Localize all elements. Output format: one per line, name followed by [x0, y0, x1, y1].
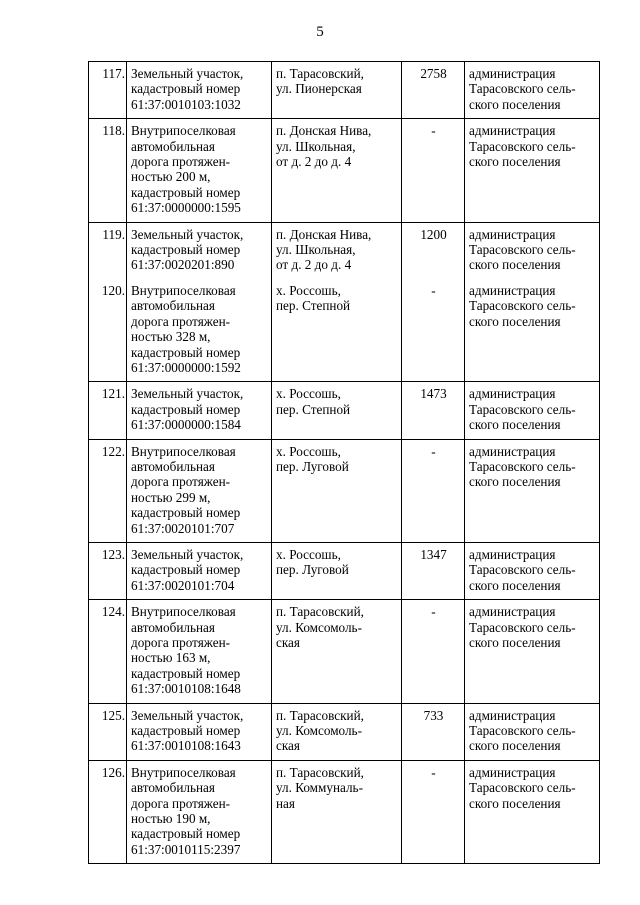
cell-line: ул. Пионерская: [276, 81, 362, 97]
cell-line: 61:37:0020101:704: [131, 577, 235, 593]
cell-line: администрация: [469, 226, 556, 242]
cell-line: 61:37:0000000:1595: [131, 200, 241, 216]
cell-number: [89, 62, 127, 119]
cell-address: [272, 542, 402, 599]
area-value: -: [431, 604, 436, 620]
cell-area: [402, 542, 465, 599]
row-number: 117.: [102, 66, 125, 81]
cell-number: [89, 760, 127, 863]
cell-line: Земельный участок,: [131, 226, 244, 242]
cell-line: администрация: [469, 386, 556, 402]
cell-line: ского поселения: [469, 474, 561, 490]
cell-line: Тарасовского сель-: [469, 298, 576, 314]
row-number: 119.: [102, 226, 125, 242]
cell-number: [89, 382, 127, 439]
cell-line: автомобильная: [131, 780, 215, 796]
cell-line: кадастровый номер: [131, 723, 241, 739]
cell-number: [89, 119, 127, 222]
cell-line: ского поселения: [469, 738, 561, 754]
cell-number: [89, 600, 127, 703]
cell-line: ностью 163 м,: [131, 650, 211, 666]
cell-line: Внутрипоселковая: [131, 764, 236, 780]
area-value: 1473: [420, 386, 447, 402]
cell-line: кадастровый номер: [131, 401, 241, 417]
cell-line: Тарасовского сель-: [469, 458, 576, 474]
cell-line: дорога протяжен-: [131, 474, 231, 490]
cell-line: ского поселения: [469, 154, 561, 170]
cell-line: 61:37:0020201:890: [131, 257, 235, 273]
cell-object: [127, 439, 272, 542]
cell-owner: [465, 382, 600, 439]
cell-line: ская: [276, 738, 300, 754]
cell-line: Тарасовского сель-: [469, 780, 576, 796]
table-row: [89, 703, 600, 760]
cell-line: Тарасовского сель-: [469, 81, 576, 97]
table-row: [89, 62, 600, 119]
cell-owner: [465, 703, 600, 760]
cell-owner: [465, 600, 600, 703]
cell-line: ная: [276, 795, 295, 811]
cell-line: Внутрипоселковая: [131, 123, 236, 139]
cell-line: пер. Луговой: [276, 562, 349, 578]
cell-line: п. Тарасовский,: [276, 66, 364, 81]
cell-area: [402, 439, 465, 542]
cell-line: от д. 2 до д. 4: [276, 257, 352, 273]
cell-object: [127, 542, 272, 599]
cell-address: [272, 222, 402, 382]
cell-line: 61:37:0010115:2397: [131, 841, 241, 857]
cell-number: [89, 439, 127, 542]
cell-area: [402, 222, 465, 382]
cell-object: [127, 382, 272, 439]
cell-owner: [465, 62, 600, 119]
row-number: 125.: [101, 707, 125, 723]
cell-line: ностью 190 м,: [131, 811, 211, 827]
cell-address: [272, 382, 402, 439]
cell-owner: [465, 222, 600, 382]
cell-line: 61:37:0010108:1648: [131, 681, 241, 697]
area-value: -: [431, 764, 436, 780]
cell-line: администрация: [469, 66, 556, 81]
cell-line: администрация: [469, 604, 556, 620]
cell-line: ского поселения: [469, 96, 561, 112]
cell-line: администрация: [469, 443, 556, 459]
area-value: -: [431, 443, 436, 459]
table-row: [89, 600, 600, 703]
cell-line: ул. Школьная,: [276, 242, 356, 258]
cell-line: кадастровый номер: [131, 826, 241, 842]
cell-line: ностью 200 м,: [131, 169, 211, 185]
cell-owner: [465, 760, 600, 863]
row-number: 122.: [101, 443, 125, 459]
cell-line: Земельный участок,: [131, 66, 244, 81]
cell-line: ского поселения: [469, 795, 561, 811]
cell-area: [402, 600, 465, 703]
cell-line: п. Тарасовский,: [276, 764, 364, 780]
cell-line: ского поселения: [469, 417, 561, 433]
row-number: 120.: [101, 282, 125, 298]
cell-line: автомобильная: [131, 138, 215, 154]
cell-line: администрация: [469, 123, 556, 139]
cell-line: ностью 328 м,: [131, 329, 211, 345]
cell-address: [272, 62, 402, 119]
cell-number: [89, 222, 127, 382]
table-row: [89, 382, 600, 439]
cell-line: ского поселения: [469, 313, 561, 329]
cell-line: Земельный участок,: [131, 707, 244, 723]
table-row: [89, 760, 600, 863]
cell-line: администрация: [469, 282, 556, 298]
cell-line: дорога протяжен-: [131, 795, 231, 811]
cell-line: Тарасовского сель-: [469, 242, 576, 258]
cell-owner: [465, 119, 600, 222]
cell-line: Тарасовского сель-: [469, 723, 576, 739]
cell-line: ностью 299 м,: [131, 489, 211, 505]
cell-line: автомобильная: [131, 458, 215, 474]
cell-line: автомобильная: [131, 298, 215, 314]
cell-owner: [465, 542, 600, 599]
cell-address: [272, 703, 402, 760]
cell-line: кадастровый номер: [131, 242, 241, 258]
cell-line: Земельный участок,: [131, 546, 244, 562]
cell-address: [272, 600, 402, 703]
cell-line: ул. Комсомоль-: [276, 723, 362, 739]
cell-object: [127, 222, 272, 382]
cell-line: 61:37:0000000:1592: [131, 359, 241, 375]
cell-line: Земельный участок,: [131, 386, 244, 402]
area-value: 1347: [420, 546, 447, 562]
cell-line: ского поселения: [469, 635, 561, 650]
cell-line: 61:37:0000000:1584: [131, 417, 241, 433]
cell-line: ул. Комсомоль-: [276, 619, 362, 635]
cell-address: [272, 119, 402, 222]
page-number: 5: [316, 24, 324, 40]
cell-line: х. Россошь,: [276, 282, 341, 298]
area-value: 733: [423, 707, 444, 723]
cell-line: пер. Луговой: [276, 458, 349, 474]
cell-line: Тарасовского сель-: [469, 138, 576, 154]
table-row: [89, 439, 600, 542]
cell-object: [127, 62, 272, 119]
cell-line: ул. Коммуналь-: [276, 780, 363, 796]
cell-line: п. Тарасовский,: [276, 707, 364, 723]
cell-area: [402, 703, 465, 760]
cell-line: дорога протяжен-: [131, 313, 231, 329]
cell-area: [402, 62, 465, 119]
cell-line: кадастровый номер: [131, 505, 241, 521]
cell-line: 61:37:0010103:1032: [131, 96, 241, 112]
area-value: 1200: [420, 226, 447, 242]
cell-line: кадастровый номер: [131, 665, 241, 681]
cell-line: пер. Степной: [276, 298, 351, 314]
cell-line: ского поселения: [469, 257, 561, 273]
area-value: -: [431, 282, 436, 298]
cell-line: Тарасовского сель-: [469, 401, 576, 417]
cell-line: п. Донская Нива,: [276, 123, 372, 139]
cell-line: администрация: [469, 707, 556, 723]
table-row: [89, 542, 600, 599]
cell-line: 61:37:0020101:707: [131, 520, 235, 536]
cell-object: [127, 119, 272, 222]
cell-object: [127, 760, 272, 863]
area-value: -: [431, 123, 436, 139]
cell-object: [127, 703, 272, 760]
cell-line: дорога протяжен-: [131, 635, 231, 650]
row-number: 124.: [101, 604, 125, 620]
cell-line: пер. Степной: [276, 401, 351, 417]
cell-line: администрация: [469, 546, 556, 562]
cell-address: [272, 439, 402, 542]
cell-number: [89, 703, 127, 760]
cell-line: кадастровый номер: [131, 184, 241, 200]
cell-area: [402, 119, 465, 222]
cell-object: [127, 600, 272, 703]
cell-area: [402, 382, 465, 439]
area-value: 2758: [420, 66, 447, 81]
cell-line: администрация: [469, 764, 556, 780]
cell-line: Внутрипоселковая: [131, 443, 236, 459]
cell-line: х. Россошь,: [276, 546, 341, 562]
cell-line: п. Тарасовский,: [276, 604, 364, 620]
cell-line: п. Донская Нива,: [276, 226, 372, 242]
cell-line: х. Россошь,: [276, 386, 341, 402]
cell-line: х. Россошь,: [276, 443, 341, 459]
cell-line: Тарасовского сель-: [469, 562, 576, 578]
cell-line: Тарасовского сель-: [469, 619, 576, 635]
cell-line: ская: [276, 635, 300, 650]
cell-number: [89, 542, 127, 599]
cell-area: [402, 760, 465, 863]
cell-line: от д. 2 до д. 4: [276, 154, 352, 170]
cell-owner: [465, 439, 600, 542]
cell-line: кадастровый номер: [131, 81, 241, 97]
cell-line: ского поселения: [469, 577, 561, 593]
property-registry-table: [88, 61, 600, 864]
row-number: 121.: [101, 386, 125, 402]
cell-line: 61:37:0010108:1643: [131, 738, 241, 754]
row-number: 123.: [101, 546, 125, 562]
cell-address: [272, 760, 402, 863]
table-row: [89, 119, 600, 222]
cell-line: дорога протяжен-: [131, 154, 231, 170]
cell-line: автомобильная: [131, 619, 215, 635]
row-number: 118.: [102, 123, 125, 139]
cell-line: Внутрипоселковая: [131, 604, 236, 620]
cell-line: кадастровый номер: [131, 344, 241, 360]
cell-line: Внутрипоселковая: [131, 282, 236, 298]
table-row: [89, 222, 600, 382]
row-number: 126.: [101, 764, 125, 780]
cell-line: кадастровый номер: [131, 562, 241, 578]
cell-line: ул. Школьная,: [276, 138, 356, 154]
